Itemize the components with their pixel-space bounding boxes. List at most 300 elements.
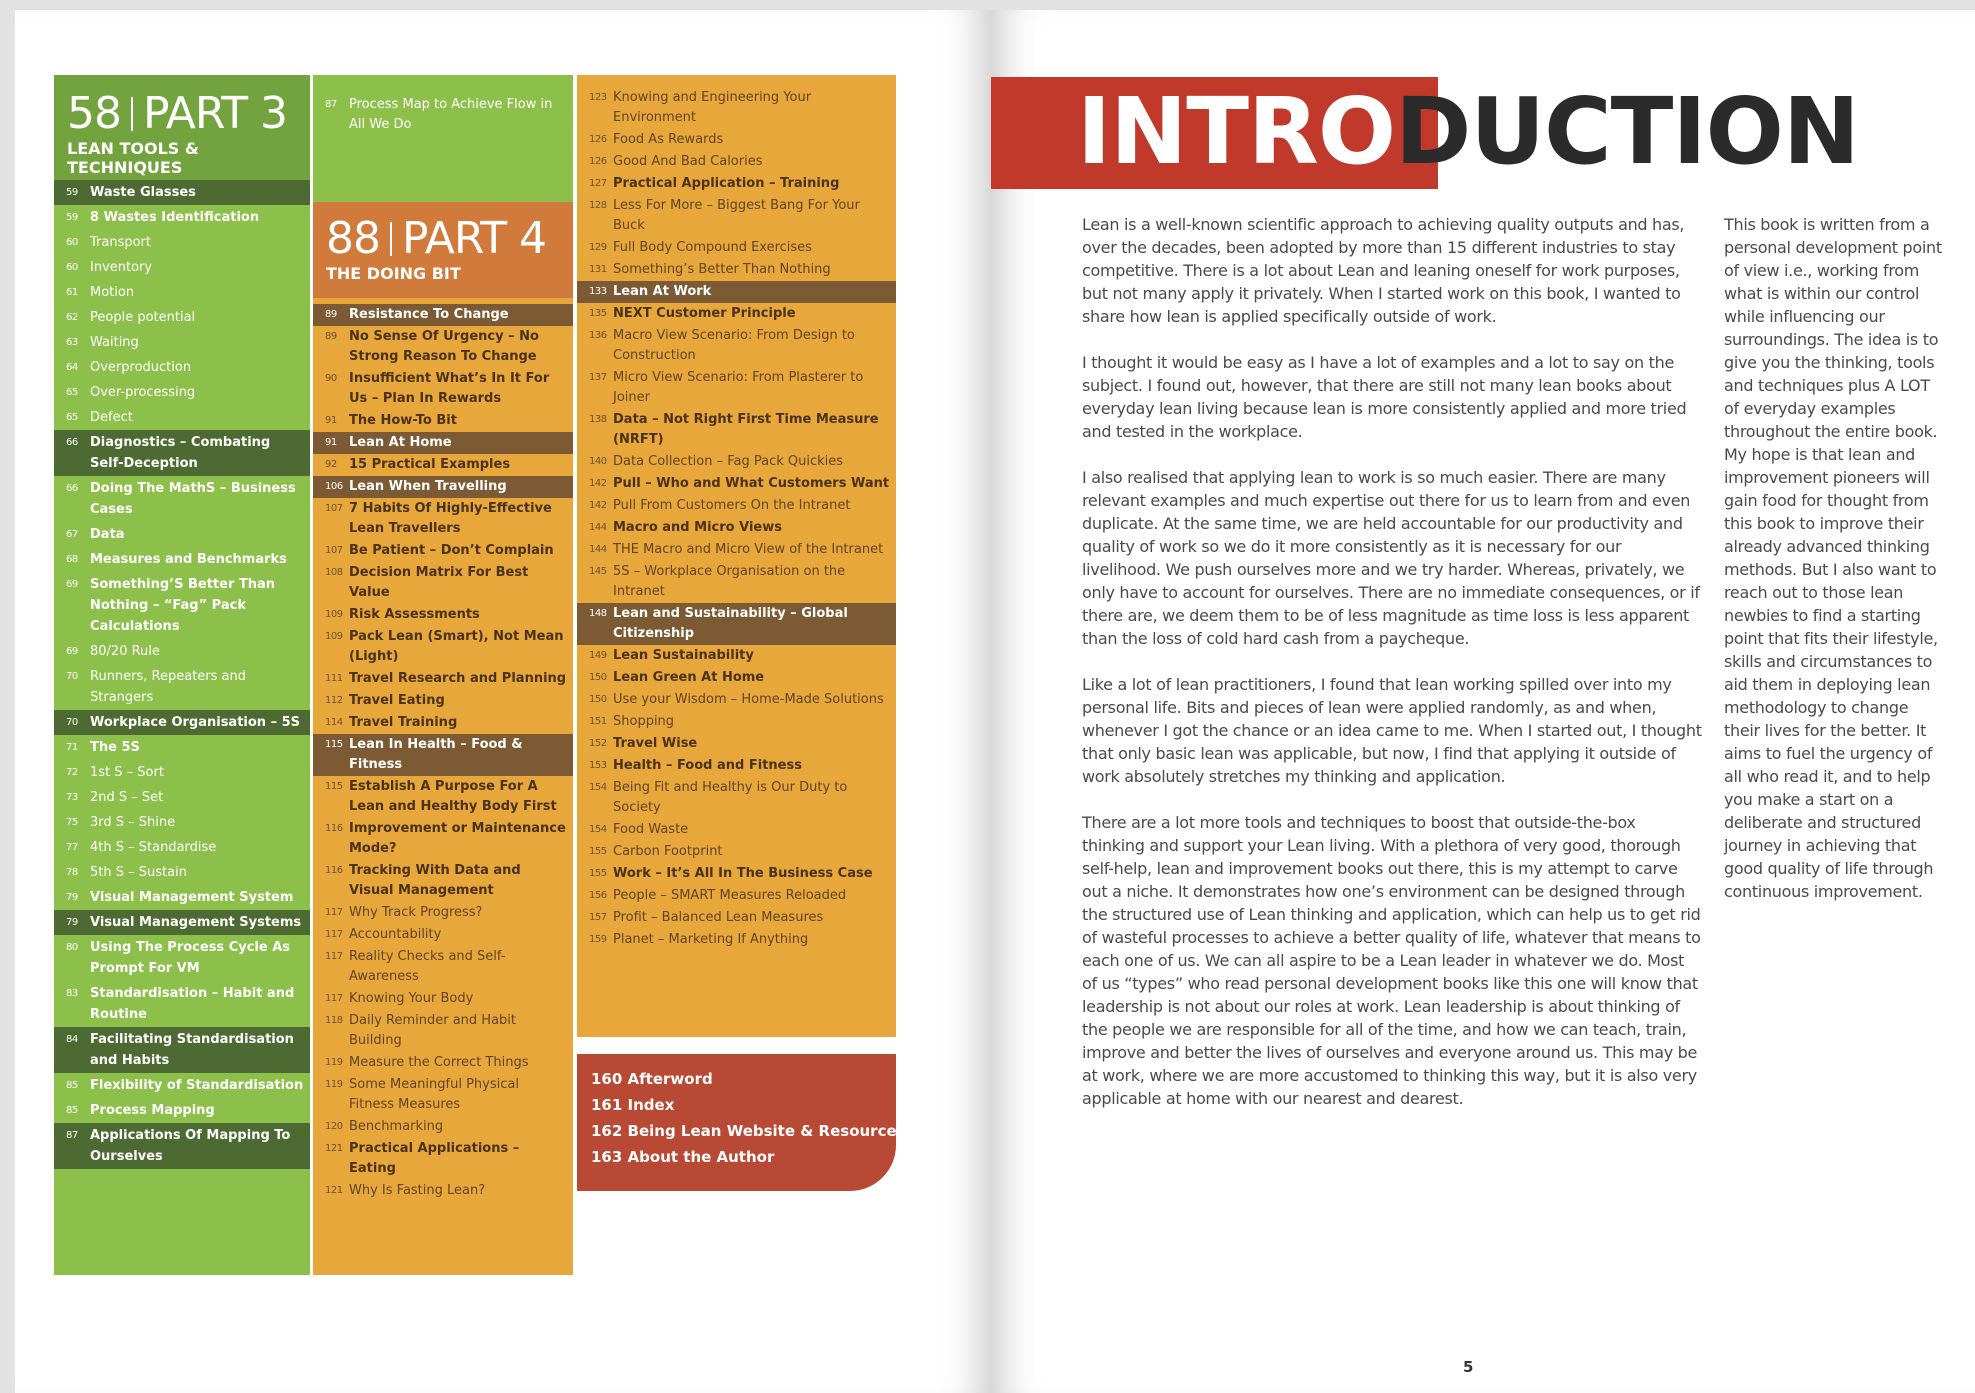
toc-title: Motion (90, 285, 135, 300)
toc-entry[interactable] (577, 495, 896, 517)
toc-page-number: 144 (589, 522, 607, 533)
left-page (15, 10, 991, 1393)
toc-page-number: 61 (66, 287, 78, 298)
toc-title: Lean and Sustainability – Global Citizenship (613, 606, 848, 641)
toc-entry[interactable] (313, 946, 573, 988)
toc-page-number: 60 (66, 262, 78, 273)
toc-title: Benchmarking (349, 1119, 444, 1134)
toc-entry[interactable] (313, 540, 573, 562)
toc-page-number: 148 (589, 608, 607, 619)
toc-page-number: 150 (589, 694, 607, 705)
toc-page-number: 63 (66, 337, 78, 348)
toc-page-number: 149 (589, 650, 607, 661)
toc-page-number: 117 (325, 929, 343, 940)
toc-entry[interactable] (577, 303, 896, 325)
toc-page-number: 72 (66, 767, 78, 778)
toc-title: Knowing and Engineering Your Environment (613, 90, 812, 125)
part3-subtitle: LEAN TOOLS & TECHNIQUES (67, 139, 199, 177)
toc-page-number: 66 (66, 483, 78, 494)
toc-page-number: 123 (589, 92, 607, 103)
toc-entry[interactable] (591, 1092, 896, 1118)
toc-page-number: 160 (591, 1070, 623, 1088)
toc-title: Over-processing (90, 385, 196, 400)
toc-page-number: 77 (66, 842, 78, 853)
toc-entry[interactable] (54, 430, 310, 476)
toc-entry[interactable] (577, 885, 896, 907)
toc-page-number: 69 (66, 579, 78, 590)
toc-entry[interactable] (577, 907, 896, 929)
toc-title: 4th S – Standardise (90, 840, 217, 855)
toc-page-number: 109 (325, 609, 343, 620)
toc-title: Food As Rewards (613, 132, 724, 147)
toc-title: About the Author (627, 1148, 775, 1166)
toc-entry[interactable] (54, 735, 310, 760)
toc-entry[interactable] (577, 863, 896, 885)
toc-page-number: 79 (66, 892, 78, 903)
toc-title: The 5S (90, 740, 140, 755)
toc-part4-continued-column (577, 75, 896, 1037)
toc-entry[interactable] (313, 902, 573, 924)
toc-title: Improvement or Maintenance Mode? (349, 821, 566, 856)
part3-overflow (313, 75, 573, 202)
part4-label: PART 4 (402, 213, 547, 264)
toc-entry[interactable] (54, 1098, 310, 1123)
toc-title: Pull – Who and What Customers Want (613, 476, 890, 491)
toc-title: Data – Not Right First Time Measure (NRFT) (613, 412, 879, 447)
toc-page-number: 161 (591, 1096, 623, 1114)
toc-entry[interactable] (313, 668, 573, 690)
toc-page-number: 67 (66, 529, 78, 540)
toc-entry[interactable] (54, 835, 310, 860)
part3-list (54, 180, 310, 1169)
toc-page-number: 145 (589, 566, 607, 577)
toc-entry[interactable] (54, 885, 310, 910)
toc-title: Decision Matrix For Best Value (349, 565, 529, 600)
toc-title: Transport (90, 235, 152, 250)
toc-title: Facilitating Standardisation and Habits (90, 1032, 294, 1068)
toc-entry[interactable] (313, 326, 573, 368)
toc-title: Waste Glasses (90, 185, 196, 200)
toc-entry[interactable] (54, 230, 310, 255)
toc-entry[interactable] (577, 929, 896, 951)
toc-title: Macro and Micro Views (613, 520, 782, 535)
toc-title: Index (627, 1096, 675, 1114)
toc-entry[interactable] (54, 1027, 310, 1073)
toc-title: Lean At Home (349, 435, 452, 450)
paragraph: I also realised that applying lean to work is so much easier. There are many relevant examples and much expertise out there for us to learn from and even duplicate. At the same time, we are held accountable for our productivity and quality of work so we do it more consistently as it is necessary for our livelihood. We push ourselves more and we try harder. Whereas, privately, we only have to account for ourselves. There are no immediate consequences, or if there are, we deem them to be of less magnitude as time loss is less apparent than the loss of cold hard cash from a paycheque. (1082, 468, 1700, 648)
toc-entry[interactable] (577, 195, 896, 237)
toc-page-number: 137 (589, 372, 607, 383)
toc-title: Inventory (90, 260, 153, 275)
toc-page-number: 131 (589, 264, 607, 275)
toc-entry[interactable] (54, 760, 310, 785)
toc-title: Profit – Balanced Lean Measures (613, 910, 824, 925)
toc-page-number: 85 (66, 1080, 78, 1091)
toc-page-number: 90 (325, 373, 337, 384)
toc-title: Practical Applications – Eating (349, 1141, 520, 1176)
toc-entry[interactable] (54, 522, 310, 547)
toc-page-number: 80 (66, 942, 78, 953)
toc-entry[interactable] (54, 664, 310, 710)
toc-title: Something’S Better Than Nothing – “Fag” Pack Calculations (90, 577, 276, 634)
toc-entry[interactable] (54, 205, 310, 230)
toc-page-number: 112 (325, 695, 343, 706)
toc-title: Lean At Work (613, 284, 712, 299)
toc-title: Pack Lean (Smart), Not Mean (Light) (349, 629, 564, 664)
toc-entry[interactable] (325, 95, 563, 135)
toc-entry[interactable] (577, 87, 896, 129)
toc-entry[interactable] (54, 572, 310, 639)
toc-entry[interactable] (313, 1138, 573, 1180)
divider (390, 222, 392, 256)
toc-title: Health – Food and Fitness (613, 758, 802, 773)
toc-page-number: 117 (325, 907, 343, 918)
toc-page-number: 154 (589, 782, 607, 793)
toc-title: Data (90, 527, 125, 542)
toc-page-number: 126 (589, 134, 607, 145)
toc-page-number: 118 (325, 1015, 343, 1026)
toc-page-number: 91 (325, 437, 337, 448)
toc-entry[interactable] (313, 988, 573, 1010)
toc-title: Why Is Fasting Lean? (349, 1183, 486, 1198)
toc-entry[interactable] (54, 280, 310, 305)
toc-entry[interactable] (54, 405, 310, 430)
toc-entry[interactable] (54, 547, 310, 572)
toc-page-number: 120 (325, 1121, 343, 1132)
toc-page-number: 115 (325, 781, 343, 792)
toc-entry[interactable] (313, 1052, 573, 1074)
toc-page-number: 59 (66, 212, 78, 223)
toc-page-number: 89 (325, 309, 337, 320)
toc-title: Measure the Correct Things (349, 1055, 529, 1070)
toc-page-number: 89 (325, 331, 337, 342)
toc-entry[interactable] (577, 819, 896, 841)
toc-title: Process Map to Achieve Flow in All We Do (349, 97, 553, 132)
toc-page-number: 111 (325, 673, 343, 684)
toc-page-number: 117 (325, 951, 343, 962)
toc-entry[interactable] (54, 810, 310, 835)
toc-page-number: 78 (66, 867, 78, 878)
toc-title: 7 Habits Of Highly-Effective Lean Travellers (349, 501, 552, 536)
toc-title: Insufficient What’s In It For Us – Plan In Rewards (349, 371, 550, 406)
toc-final-box (577, 1054, 906, 1191)
part3-label: PART 3 (143, 88, 288, 139)
part4-header (313, 202, 573, 298)
toc-entry[interactable] (577, 711, 896, 733)
toc-page-number: 70 (66, 717, 78, 728)
toc-entry[interactable] (313, 562, 573, 604)
toc-page-number: 115 (325, 739, 343, 750)
toc-entry[interactable] (577, 129, 896, 151)
toc-entry[interactable] (577, 517, 896, 539)
toc-entry[interactable] (54, 380, 310, 405)
toc-page-number: 91 (325, 415, 337, 426)
toc-entry[interactable] (577, 603, 896, 645)
toc-entry[interactable] (577, 645, 896, 667)
toc-title: Food Waste (613, 822, 689, 837)
toc-entry[interactable] (577, 151, 896, 173)
toc-entry[interactable] (591, 1118, 906, 1144)
toc-title: Visual Management Systems (90, 915, 302, 930)
toc-page-number: 87 (66, 1130, 78, 1141)
toc-page-number: 126 (589, 156, 607, 167)
introduction-side-text: This book is written from a personal development point of view i.e., working from what is within our control while influencing our surroundings. The idea is to give you the thinking, tools and techniques plus A LOT of everyday examples throughout the entire book. My hope is that lean and improvement pioneers will gain food for thought from this book to improve their already advanced thinking methods. But I also want to reach out to those lean newbies to find a starting point that fits their lifestyle, skills and circumstances to aid them in deploying lean methodology to change their lives for the better. It aims to fuel the urgency of all who read it, and to help you make a start on a deliberate and structured journey in achieving that good quality of life through continuous improvement. (1724, 215, 1942, 901)
toc-title: People – SMART Measures Reloaded (613, 888, 847, 903)
paragraph: Like a lot of lean practitioners, I found that lean working spilled over into my personal life. Bits and pieces of lean were applied randomly, as and when, whenever I got the chance or an idea came to me. When I started out, I thought that only basic lean was applicable, but now, I find that applying it outside of work absolutely stretches my thinking and application. (1082, 675, 1702, 786)
toc-page-number: 107 (325, 503, 343, 514)
page-number: 5 (1463, 1358, 1474, 1376)
toc-entry[interactable] (577, 755, 896, 777)
toc-entry[interactable] (313, 626, 573, 668)
toc-entry[interactable] (313, 1074, 573, 1116)
part4-subtitle: THE DOING BIT (326, 264, 461, 283)
toc-page-number: 69 (66, 646, 78, 657)
toc-title: 2nd S – Set (90, 790, 164, 805)
toc-entry[interactable] (591, 1066, 896, 1092)
toc-entry[interactable] (54, 710, 310, 735)
toc-title: THE Macro and Micro View of the Intranet (613, 542, 884, 557)
toc-entry[interactable] (54, 860, 310, 885)
toc-title: Applications Of Mapping To Ourselves (90, 1128, 291, 1164)
toc-title: 8 Wastes Identification (90, 210, 260, 225)
toc-entry[interactable] (313, 410, 573, 432)
toc-entry[interactable] (313, 368, 573, 410)
toc-title: Be Patient – Don’t Complain (349, 543, 554, 558)
paragraph: There are a lot more tools and techniques to boost that outside-the-box thinking and support your Lean living. With a plethora of very good, thorough self-help, lean and improvement books out there, this is my attempt to carve out a niche. It demonstrates how one’s environment can be designed through the structured use of Lean thinking and application, which can help us to get rid of wasteful processes to achieve a better quality of life, whatever that means to each one of us. We can all aspire to be a Lean leader in whatever we do. Most of us “types” who read personal development books like this one will know that leadership is not about our roles at work. Lean leadership is about thinking of the people we are responsible for all of the time, and how we can teach, train, improve and better the lives of ourselves and everyone around us. This may be at work, where we are more accustomed to thinking this way, but it is also very applicable at home with our nearest and dearest. (1082, 813, 1701, 1108)
toc-entry[interactable] (54, 910, 310, 935)
toc-entry[interactable] (313, 454, 573, 476)
toc-page-number: 151 (589, 716, 607, 727)
toc-entry[interactable] (313, 604, 573, 626)
introduction-main-text (1082, 213, 1702, 1133)
toc-page-number: 65 (66, 412, 78, 423)
toc-entry[interactable] (577, 259, 896, 281)
toc-title: 15 Practical Examples (349, 457, 511, 472)
toc-title: Being Fit and Healthy is Our Duty to Society (613, 780, 848, 815)
toc-title: Defect (90, 410, 133, 425)
toc-entry[interactable] (577, 733, 896, 755)
toc-entry[interactable] (577, 367, 896, 409)
toc-entry[interactable] (54, 1123, 310, 1169)
toc-page-number: 106 (325, 481, 343, 492)
toc-entry[interactable] (313, 1116, 573, 1138)
toc-entry[interactable] (54, 180, 310, 205)
toc-entry[interactable] (313, 1010, 573, 1052)
toc-page-number: 155 (589, 868, 607, 879)
toc-title: Using The Process Cycle As Prompt For VM (90, 940, 291, 976)
toc-page-number: 64 (66, 362, 78, 373)
toc-page-number: 163 (591, 1148, 623, 1166)
toc-entry[interactable] (577, 689, 896, 711)
toc-entry[interactable] (54, 305, 310, 330)
toc-entry[interactable] (313, 776, 573, 818)
toc-title: Planet – Marketing If Anything (613, 932, 809, 947)
toc-entry[interactable] (577, 841, 896, 863)
toc-page-number: 142 (589, 500, 607, 511)
toc-page-number: 133 (589, 286, 607, 297)
toc-page-number: 119 (325, 1057, 343, 1068)
toc-title: Diagnostics – Combating Self-Deception (90, 435, 271, 471)
heading-dark-part: DUCTION (1395, 78, 1859, 185)
toc-page-number: 73 (66, 792, 78, 803)
toc-entry[interactable] (313, 818, 573, 860)
toc-entry[interactable] (313, 476, 573, 498)
toc-page-number: 159 (589, 934, 607, 945)
toc-page-number: 127 (589, 178, 607, 189)
toc-entry[interactable] (54, 935, 310, 981)
toc-page-number: 75 (66, 817, 78, 828)
toc-page-number: 136 (589, 330, 607, 341)
toc-entry[interactable] (54, 639, 310, 664)
toc-page-number: 156 (589, 890, 607, 901)
toc-title: Micro View Scenario: From Plasterer to Joiner (613, 370, 864, 405)
toc-title: Travel Wise (613, 736, 698, 751)
toc-page-number: 155 (589, 846, 607, 857)
toc-page-number: 65 (66, 387, 78, 398)
toc-entry[interactable] (577, 473, 896, 495)
toc-title: Good And Bad Calories (613, 154, 763, 169)
toc-title: Lean Green At Home (613, 670, 765, 685)
toc-entry[interactable] (313, 690, 573, 712)
toc-title: Process Mapping (90, 1103, 215, 1118)
toc-title: No Sense Of Urgency – No Strong Reason To Change (349, 329, 539, 364)
toc-title: People potential (90, 310, 196, 325)
toc-page-number: 119 (325, 1079, 343, 1090)
toc-title: Some Meaningful Physical Fitness Measures (349, 1077, 519, 1112)
toc-entry[interactable] (313, 924, 573, 946)
toc-page-number: 108 (325, 567, 343, 578)
toc-entry[interactable] (54, 255, 310, 280)
toc-page-number: 129 (589, 242, 607, 253)
heading-white-part: INTRO (1077, 78, 1396, 185)
toc-page-number: 116 (325, 865, 343, 876)
introduction-heading (991, 67, 1975, 185)
toc-title: Travel Eating (349, 693, 445, 708)
toc-page-number: 157 (589, 912, 607, 923)
toc-title: 3rd S – Shine (90, 815, 176, 830)
toc-entry[interactable] (54, 330, 310, 355)
part3-header (54, 75, 310, 180)
toc-page-number: 121 (325, 1143, 343, 1154)
paragraph: I thought it would be easy as I have a lot of examples and a lot to say on the subject. I found out, however, that there are still not many lean books about everyday lean living because lean is more consistently applied and more tried and tested in the workplace. (1082, 353, 1687, 441)
toc-title: Resistance To Change (349, 307, 509, 322)
toc-entry[interactable] (577, 561, 896, 603)
toc-title: Establish A Purpose For A Lean and Healthy Body First (349, 779, 557, 814)
part4-list (313, 298, 573, 1275)
toc-title: Carbon Footprint (613, 844, 723, 859)
toc-entry[interactable] (577, 451, 896, 473)
toc-title: Tracking With Data and Visual Management (349, 863, 521, 898)
toc-page-number: 138 (589, 414, 607, 425)
toc-title: Lean In Health – Food & Fitness (349, 737, 523, 772)
toc-entry[interactable] (577, 539, 896, 561)
toc-title: Data Collection – Fag Pack Quickies (613, 454, 844, 469)
toc-page-number: 109 (325, 631, 343, 642)
toc-title: Work – It’s All In The Business Case (613, 866, 873, 881)
toc-title: The How-To Bit (349, 413, 457, 428)
toc-entry[interactable] (313, 304, 573, 326)
toc-entry[interactable] (577, 409, 896, 451)
toc-entry[interactable] (577, 237, 896, 259)
toc-entry[interactable] (577, 325, 896, 367)
toc-entry[interactable] (54, 785, 310, 810)
toc-title: Full Body Compound Exercises (613, 240, 812, 255)
toc-page-number: 114 (325, 717, 343, 728)
toc-entry[interactable] (313, 432, 573, 454)
toc-title: Visual Management System (90, 890, 294, 905)
toc-title: Being Lean Website & Resources (627, 1122, 906, 1140)
toc-title: Travel Research and Planning (349, 671, 567, 686)
toc-title: Doing The MathS – Business Cases (90, 481, 296, 517)
toc-entry[interactable] (591, 1144, 896, 1170)
toc-entry[interactable] (577, 173, 896, 195)
toc-title: 80/20 Rule (90, 644, 160, 659)
toc-entry[interactable] (313, 734, 573, 776)
toc-entry[interactable] (313, 1180, 573, 1202)
paragraph: Lean is a well-known scientific approach to achieving quality outputs and has, over the decades, been adopted by more than 15 different industries to stay competitive. There is a lot about Lean and leaning oneself for work purposes, but not many apply it privately. When I started work on this book, I wanted to share how lean is applied specifically outside of work. (1082, 215, 1685, 326)
toc-page-number: 117 (325, 993, 343, 1004)
toc-page-number: 142 (589, 478, 607, 489)
toc-entry[interactable] (313, 712, 573, 734)
toc-title: Flexibility of Standardisation (90, 1078, 304, 1093)
toc-entry[interactable] (577, 281, 896, 303)
toc-page-number: 66 (66, 437, 78, 448)
toc-page-number: 140 (589, 456, 607, 467)
part4-number: 88 (326, 213, 380, 264)
toc-page-number: 121 (325, 1185, 343, 1196)
toc-title: Waiting (90, 335, 139, 350)
toc-page-number: 92 (325, 459, 337, 470)
right-page (991, 10, 1975, 1393)
toc-title: Standardisation – Habit and Routine (90, 986, 295, 1022)
toc-title: Travel Training (349, 715, 458, 730)
toc-entry[interactable] (54, 981, 310, 1027)
toc-title: Runners, Repeaters and Strangers (90, 669, 247, 705)
toc-title: Afterword (627, 1070, 713, 1088)
toc-page-number: 135 (589, 308, 607, 319)
toc-page-number: 83 (66, 988, 78, 999)
toc-entry[interactable] (313, 498, 573, 540)
toc-title: Macro View Scenario: From Design to Construction (613, 328, 855, 363)
toc-title: 5th S – Sustain (90, 865, 187, 880)
toc-page-number: 144 (589, 544, 607, 555)
toc-entry[interactable] (313, 860, 573, 902)
toc-entry[interactable] (54, 355, 310, 380)
toc-entry[interactable] (577, 667, 896, 689)
toc-entry[interactable] (54, 1073, 310, 1098)
toc-entry[interactable] (577, 777, 896, 819)
toc-title: Reality Checks and Self-Awareness (349, 949, 506, 984)
toc-title: Practical Application – Training (613, 176, 840, 191)
toc-title: Less For More – Biggest Bang For Your Buck (613, 198, 860, 233)
toc-entry[interactable] (54, 476, 310, 522)
toc-title: NEXT Customer Principle (613, 306, 796, 321)
toc-page-number: 128 (589, 200, 607, 211)
toc-title: Measures and Benchmarks (90, 552, 287, 567)
toc-page-number: 71 (66, 742, 78, 753)
toc-title: Lean Sustainability (613, 648, 754, 663)
toc-page-number: 59 (66, 187, 78, 198)
toc-title: Lean When Travelling (349, 479, 507, 494)
toc-part3-column (54, 75, 310, 1275)
toc-page-number: 84 (66, 1034, 78, 1045)
toc-page-number: 70 (66, 671, 78, 682)
toc-title: Daily Reminder and Habit Building (349, 1013, 517, 1048)
toc-page-number: 87 (325, 99, 337, 110)
toc-part4-column (313, 75, 573, 1275)
toc-title: 5S – Workplace Organisation on the Intranet (613, 564, 846, 599)
toc-title: Knowing Your Body (349, 991, 474, 1006)
